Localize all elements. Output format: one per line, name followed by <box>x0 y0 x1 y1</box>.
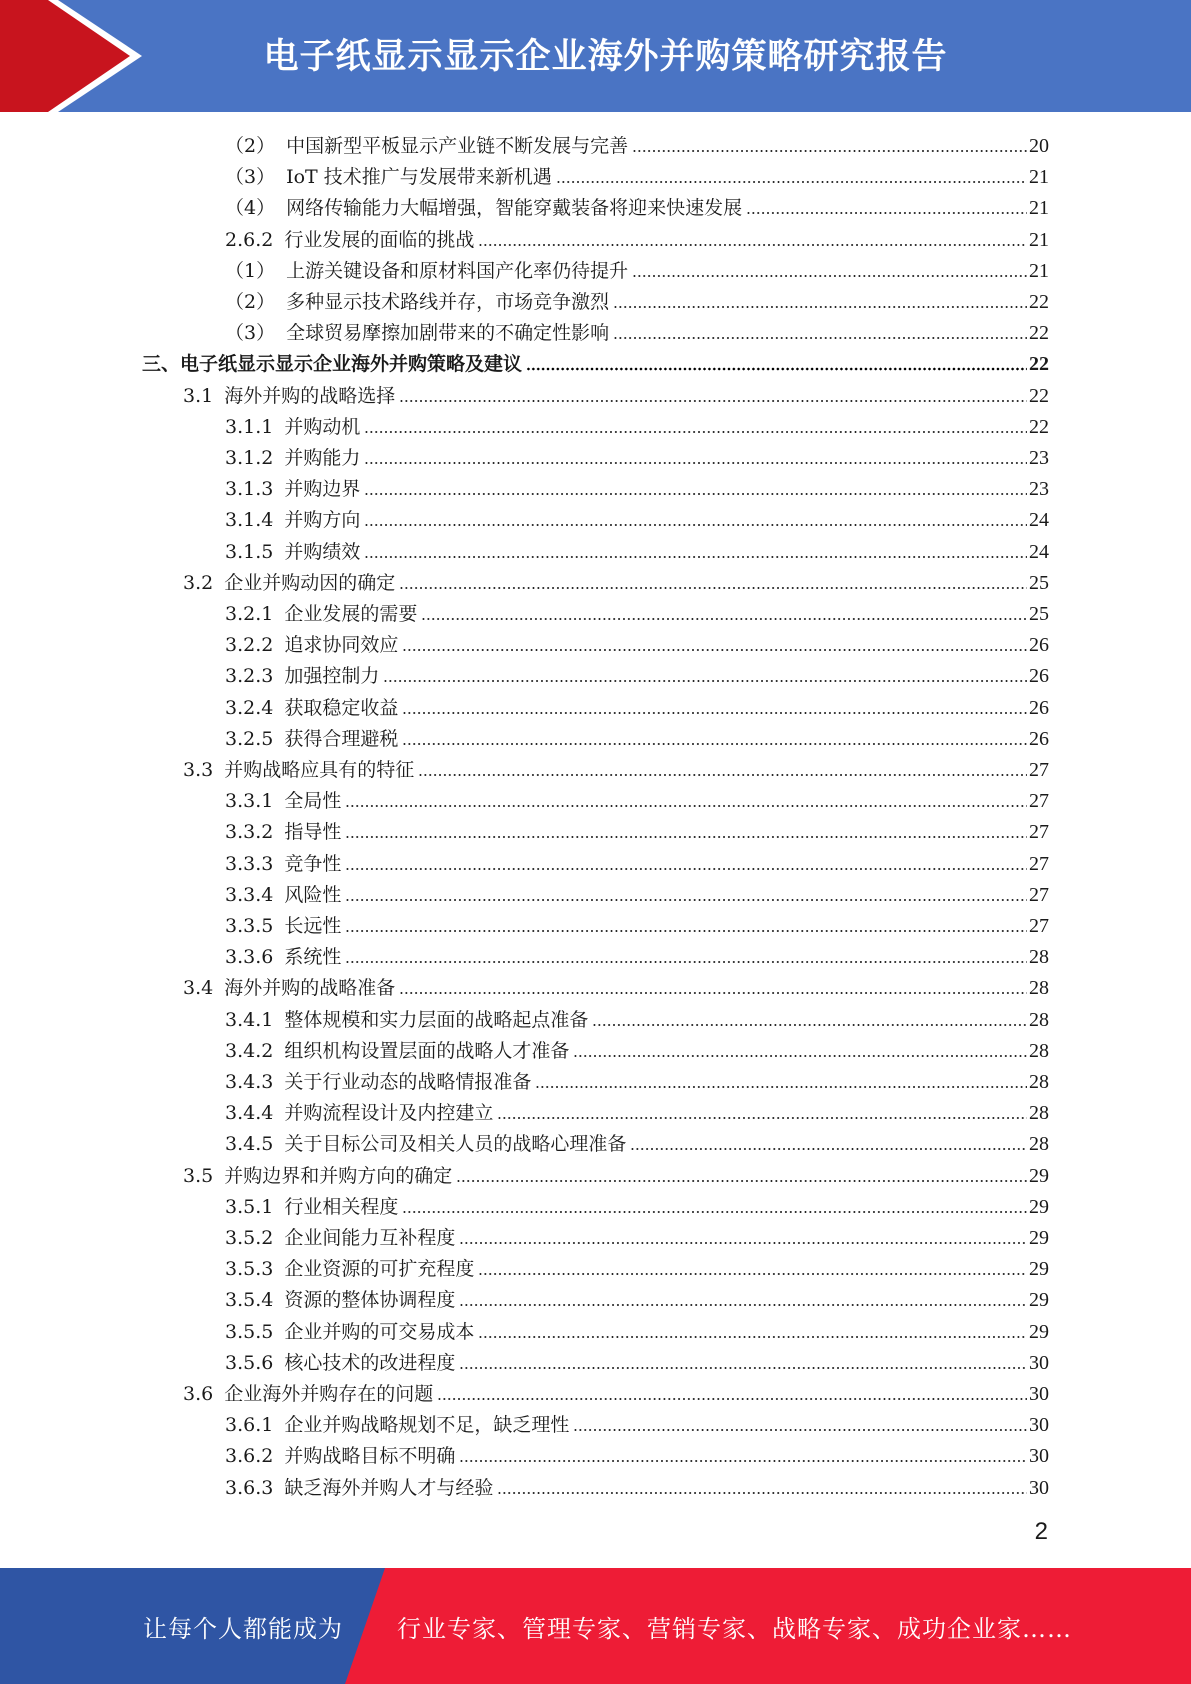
toc-entry-page: 22 <box>1029 353 1049 376</box>
toc-entry[interactable] <box>225 658 1049 689</box>
toc-leader-dots <box>437 1396 1027 1402</box>
report-title: 电子纸显示显示企业海外并购策略研究报告 <box>263 37 948 77</box>
toc-entry[interactable] <box>225 1095 1049 1126</box>
toc-entry-number: 2.6.2 <box>225 228 274 251</box>
toc-entry-title: IoT 技术推广与发展带来新机遇 <box>286 166 552 189</box>
toc-entry-title: 并购边界 <box>284 478 361 501</box>
toc-entry-number: 3.3.1 <box>225 790 274 813</box>
toc-entry-number: 3.1.2 <box>225 447 274 469</box>
toc-entry-page: 27 <box>1029 790 1049 813</box>
toc-entry-title: 缺乏海外并购人才与经验 <box>284 1476 494 1499</box>
toc-entry[interactable] <box>183 1158 1049 1189</box>
footer-banner <box>0 1568 1191 1684</box>
toc-entry-title: 并购战略应具有的特征 <box>224 759 415 781</box>
toc-leader-dots <box>497 1115 1027 1121</box>
toc-entry-page: 29 <box>1029 1289 1049 1312</box>
toc-entry-number: 3.5 <box>183 1164 214 1187</box>
toc-entry-number: （3） <box>225 322 276 345</box>
toc-entry-number: 3.5.3 <box>225 1258 274 1281</box>
toc-entry-number: 三、 <box>142 353 181 376</box>
toc-entry-title: 组织机构设置层面的战略人才准备 <box>284 1039 570 1062</box>
toc-entry[interactable] <box>225 159 1049 190</box>
toc-entry-number: 3.2.3 <box>225 665 274 688</box>
toc-entry[interactable] <box>225 1220 1049 1251</box>
toc-entry-page: 27 <box>1029 915 1049 937</box>
toc-entry[interactable] <box>225 1438 1049 1469</box>
toc-entry[interactable] <box>225 440 1049 471</box>
toc-leader-dots <box>399 990 1027 996</box>
toc-entry-title: 海外并购的战略选择 <box>224 384 396 407</box>
toc-entry-title: 资源的整体协调程度 <box>284 1289 456 1312</box>
toc-leader-dots <box>345 866 1027 872</box>
toc-entry-number: 3.4.5 <box>225 1133 274 1156</box>
toc-entry-title: 行业相关程度 <box>284 1195 399 1218</box>
toc-entry-title: 并购战略目标不明确 <box>284 1445 456 1468</box>
toc-entry[interactable] <box>225 939 1049 970</box>
toc-leader-dots <box>478 242 1027 248</box>
toc-entry-page: 28 <box>1029 946 1049 969</box>
toc-entry-title: 关于行业动态的战略情报准备 <box>284 1071 532 1093</box>
toc-entry[interactable] <box>225 1251 1049 1282</box>
toc-leader-dots <box>613 304 1027 310</box>
toc-entry-title: 全球贸易摩擦加剧带来的不确定性影响 <box>286 322 610 345</box>
toc-entry-page: 22 <box>1029 384 1049 407</box>
toc-entry-page: 26 <box>1029 727 1049 750</box>
toc-entry-number: 3.6 <box>183 1383 214 1405</box>
toc-leader-dots <box>535 1084 1027 1090</box>
toc-entry-page: 23 <box>1029 478 1049 501</box>
toc-leader-dots <box>456 1178 1027 1184</box>
toc-entry-page: 24 <box>1029 540 1049 563</box>
toc-entry-number: 3.5.2 <box>225 1227 274 1249</box>
toc-leader-dots <box>399 585 1027 591</box>
toc-entry-page: 27 <box>1029 821 1049 844</box>
toc-entry-number: 3.6.1 <box>225 1414 274 1437</box>
toc-entry[interactable] <box>183 1376 1049 1407</box>
toc-entry-page: 29 <box>1029 1320 1049 1343</box>
toc-leader-dots <box>364 460 1027 466</box>
toc-leader-dots <box>364 491 1027 497</box>
toc-entry-page: 28 <box>1029 1071 1049 1093</box>
toc-entry[interactable] <box>183 970 1049 1001</box>
toc-leader-dots <box>459 1365 1027 1371</box>
toc-entry[interactable] <box>225 1064 1049 1095</box>
toc-entry-number: （2） <box>225 291 276 313</box>
toc-entry-title: 企业间能力互补程度 <box>284 1227 456 1249</box>
toc-entry-number: （1） <box>225 259 276 282</box>
toc-entry-page: 29 <box>1029 1195 1049 1218</box>
toc-entry-page: 26 <box>1029 696 1049 719</box>
toc-entry-title: 加强控制力 <box>284 665 380 688</box>
toc-entry[interactable] <box>225 783 1049 814</box>
toc-entry[interactable] <box>225 1033 1049 1064</box>
toc-leader-dots <box>418 772 1027 778</box>
toc-entry-page: 28 <box>1029 1039 1049 1062</box>
toc-leader-dots <box>402 710 1027 716</box>
toc-entry-page: 22 <box>1029 291 1049 313</box>
toc-leader-dots <box>746 210 1027 216</box>
toc-entry[interactable] <box>225 1314 1049 1345</box>
toc-leader-dots <box>632 273 1027 279</box>
toc-entry[interactable] <box>183 378 1049 409</box>
toc-entry-page: 26 <box>1029 665 1049 688</box>
toc-entry-number: 3.4.1 <box>225 1008 274 1031</box>
page-number: 2 <box>1034 1518 1048 1545</box>
toc-entry[interactable] <box>225 690 1049 721</box>
toc-entry[interactable] <box>225 1470 1049 1501</box>
toc-leader-dots <box>592 1022 1027 1028</box>
toc-entry-title: 追求协同效应 <box>284 634 399 657</box>
toc-entry-title: 电子纸显示显示企业海外并购策略及建议 <box>180 353 523 376</box>
toc-entry-number: （3） <box>225 166 276 189</box>
toc-entry[interactable] <box>183 752 1049 783</box>
toc-entry-title: 网络传输能力大幅增强，智能穿戴装备将迎来快速发展 <box>286 197 743 220</box>
toc-entry-number: 3.3 <box>183 759 214 781</box>
toc-entry[interactable] <box>225 253 1049 284</box>
toc-entry-page: 29 <box>1029 1227 1049 1249</box>
toc-entry-page: 20 <box>1029 135 1049 157</box>
toc-entry-title: 企业资源的可扩充程度 <box>284 1258 475 1281</box>
toc-entry[interactable] <box>225 190 1049 221</box>
toc-entry[interactable] <box>225 471 1049 502</box>
toc-entry-number: 3.2 <box>183 571 214 594</box>
toc-entry[interactable] <box>225 1002 1049 1033</box>
toc-entry-page: 30 <box>1029 1351 1049 1374</box>
toc-entry-title: 全局性 <box>284 790 342 813</box>
toc-entry[interactable] <box>225 846 1049 877</box>
toc-leader-dots <box>402 741 1027 747</box>
toc-leader-dots <box>478 1271 1027 1277</box>
toc-entry-page: 27 <box>1029 759 1049 781</box>
toc-entry-number: 3.4.4 <box>225 1102 274 1125</box>
toc-leader-dots <box>364 554 1027 560</box>
toc-entry-title: 多种显示技术路线并存，市场竞争激烈 <box>286 291 610 313</box>
toc-entry[interactable] <box>225 284 1049 315</box>
toc-entry-number: 3.5.1 <box>225 1195 274 1218</box>
toc-entry-page: 25 <box>1029 571 1049 594</box>
toc-entry[interactable] <box>225 721 1049 752</box>
toc-entry-page: 27 <box>1029 883 1049 906</box>
toc-entry-title: 中国新型平板显示产业链不断发展与完善 <box>286 135 629 157</box>
toc-leader-dots <box>613 335 1027 341</box>
toc-entry-number: 3.6.3 <box>225 1476 274 1499</box>
toc-entry[interactable] <box>225 1282 1049 1313</box>
toc-entry[interactable] <box>225 877 1049 908</box>
toc-entry-number: 3.5.6 <box>225 1351 274 1374</box>
toc-leader-dots <box>459 1458 1027 1464</box>
toc-entry[interactable] <box>225 814 1049 845</box>
toc-leader-dots <box>459 1302 1027 1308</box>
toc-entry-page: 29 <box>1029 1258 1049 1281</box>
toc-entry[interactable] <box>142 346 1049 377</box>
toc-entry-title: 上游关键设备和原材料国产化率仍待提升 <box>286 259 629 282</box>
toc-entry-number: 3.3.3 <box>225 852 274 875</box>
toc-leader-dots <box>573 1053 1027 1059</box>
toc-entry-title: 企业海外并购存在的问题 <box>224 1383 434 1405</box>
toc-entry-title: 并购方向 <box>284 509 361 532</box>
toc-entry[interactable] <box>225 1345 1049 1376</box>
toc-entry-page: 21 <box>1029 228 1049 251</box>
toc-leader-dots <box>632 148 1027 154</box>
toc-leader-dots <box>364 522 1027 528</box>
toc-leader-dots <box>459 1240 1027 1246</box>
toc-entry-number: 3.1.4 <box>225 509 274 532</box>
toc-entry[interactable] <box>225 222 1049 253</box>
toc-entry-number: 3.2.5 <box>225 727 274 750</box>
toc-leader-dots <box>345 803 1027 809</box>
toc-entry-number: 3.4.2 <box>225 1039 274 1062</box>
toc-entry-number: 3.5.4 <box>225 1289 274 1312</box>
toc-entry-title: 海外并购的战略准备 <box>224 977 396 1000</box>
toc-entry-title: 并购边界和并购方向的确定 <box>224 1164 453 1187</box>
toc-entry-page: 27 <box>1029 852 1049 875</box>
toc-entry-number: 3.3.2 <box>225 821 274 844</box>
toc-entry-page: 21 <box>1029 166 1049 189</box>
toc-entry-number: 3.2.1 <box>225 603 274 625</box>
toc-entry-title: 关于目标公司及相关人员的战略心理准备 <box>284 1133 627 1156</box>
toc-leader-dots <box>402 1209 1027 1215</box>
toc-entry[interactable] <box>225 908 1049 939</box>
toc-entry-page: 26 <box>1029 634 1049 657</box>
toc-entry-title: 长远性 <box>284 915 342 937</box>
toc-entry[interactable] <box>225 1126 1049 1157</box>
toc-leader-dots <box>345 928 1027 934</box>
toc-entry[interactable] <box>225 409 1049 440</box>
toc-entry-title: 整体规模和实力层面的战略起点准备 <box>284 1008 589 1031</box>
toc-leader-dots <box>497 1490 1027 1496</box>
toc-leader-dots <box>526 366 1027 372</box>
toc-leader-dots <box>345 834 1027 840</box>
toc-leader-dots <box>364 429 1027 435</box>
toc-leader-dots <box>421 616 1027 622</box>
toc-entry-page: 28 <box>1029 977 1049 1000</box>
toc-entry-title: 企业并购动因的确定 <box>224 571 396 594</box>
toc-entry-title: 企业发展的需要 <box>284 603 418 625</box>
toc-entry-number: 3.2.4 <box>225 696 274 719</box>
toc-entry-number: 3.4 <box>183 977 214 1000</box>
toc-entry-page: 21 <box>1029 197 1049 220</box>
toc-entry-page: 22 <box>1029 322 1049 345</box>
toc-entry-number: 3.5.5 <box>225 1320 274 1343</box>
toc-entry-number: 3.1.1 <box>225 415 274 438</box>
toc-entry-number: 3.1.5 <box>225 540 274 563</box>
footer-slogan-left: 让每个人都能成为 <box>143 1614 343 1643</box>
footer-slogan-right: 行业专家、管理专家、营销专家、战略专家、成功企业家…… <box>397 1614 1072 1643</box>
toc-entry[interactable] <box>225 1407 1049 1438</box>
toc-entry-page: 30 <box>1029 1476 1049 1499</box>
toc-leader-dots <box>573 1427 1027 1433</box>
toc-entry-title: 风险性 <box>284 883 342 906</box>
toc-entry-title: 企业并购的可交易成本 <box>284 1320 475 1343</box>
toc-entry-title: 并购能力 <box>284 447 361 469</box>
toc-entry-number: （2） <box>225 135 276 157</box>
toc-entry-title: 并购绩效 <box>284 540 361 563</box>
toc-entry-title: 系统性 <box>284 946 342 969</box>
toc-entry-title: 核心技术的改进程度 <box>284 1351 456 1374</box>
toc-leader-dots <box>402 647 1027 653</box>
toc-entry[interactable] <box>225 596 1049 627</box>
toc-entry-title: 行业发展的面临的挑战 <box>284 228 475 251</box>
toc-entry-title: 获取稳定收益 <box>284 696 399 719</box>
toc-entry[interactable] <box>183 565 1049 596</box>
toc-leader-dots <box>383 678 1027 684</box>
toc-entry-number: 3.2.2 <box>225 634 274 657</box>
toc-leader-dots <box>556 179 1027 185</box>
toc-entry-number: 3.3.4 <box>225 883 274 906</box>
toc-entry-number: 3.3.6 <box>225 946 274 969</box>
toc-entry[interactable] <box>225 128 1049 159</box>
toc-entry-page: 30 <box>1029 1445 1049 1468</box>
toc-entry-title: 企业并购战略规划不足，缺乏理性 <box>284 1414 570 1437</box>
toc-entry-title: 竞争性 <box>284 852 342 875</box>
toc-entry-title: 并购动机 <box>284 415 361 438</box>
toc-leader-dots <box>630 1146 1027 1152</box>
toc-entry-number: 3.4.3 <box>225 1071 274 1093</box>
toc-leader-dots <box>345 959 1027 965</box>
toc-entry-page: 23 <box>1029 447 1049 469</box>
toc-entry-page: 22 <box>1029 415 1049 438</box>
toc-entry-title: 获得合理避税 <box>284 727 399 750</box>
toc-leader-dots <box>478 1334 1027 1340</box>
toc-entry-page: 29 <box>1029 1164 1049 1187</box>
toc-entry-page: 28 <box>1029 1133 1049 1156</box>
toc-entry-number: 3.1 <box>183 384 214 407</box>
toc-entry-page: 24 <box>1029 509 1049 532</box>
toc-entry-page: 25 <box>1029 603 1049 625</box>
toc-entry-page: 30 <box>1029 1414 1049 1437</box>
toc-entry-number: （4） <box>225 197 276 220</box>
toc-entry-page: 30 <box>1029 1383 1049 1405</box>
toc-entry[interactable] <box>225 1189 1049 1220</box>
toc-entry-title: 并购流程设计及内控建立 <box>284 1102 494 1125</box>
toc-entry-number: 3.6.2 <box>225 1445 274 1468</box>
toc-entry-page: 28 <box>1029 1102 1049 1125</box>
toc-entry[interactable] <box>225 502 1049 533</box>
toc-leader-dots <box>399 398 1027 404</box>
header-banner <box>0 0 1191 112</box>
toc-entry-number: 3.1.3 <box>225 478 274 501</box>
chevron-arrow-icon <box>0 0 150 112</box>
toc-entry[interactable] <box>225 315 1049 346</box>
toc-entry-page: 28 <box>1029 1008 1049 1031</box>
toc-entry[interactable] <box>225 534 1049 565</box>
toc-entry-title: 指导性 <box>284 821 342 844</box>
toc-entry[interactable] <box>225 627 1049 658</box>
toc-leader-dots <box>345 897 1027 903</box>
toc-entry-page: 21 <box>1029 259 1049 282</box>
toc-entry-number: 3.3.5 <box>225 915 274 937</box>
